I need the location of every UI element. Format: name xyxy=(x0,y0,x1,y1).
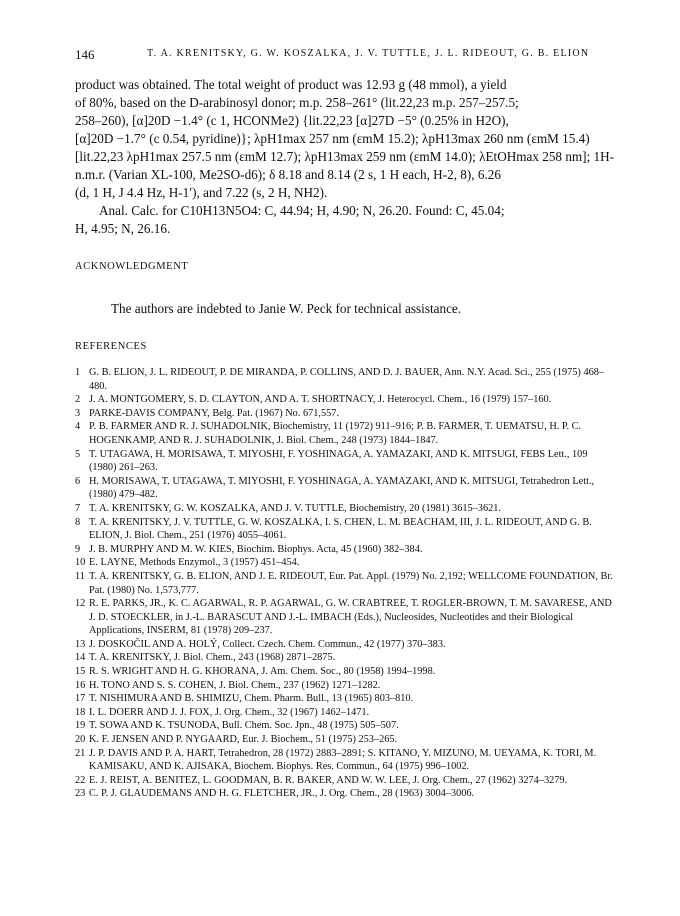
reference-number: 22 xyxy=(75,774,86,786)
reference-number: 9 xyxy=(75,543,81,555)
reference-item xyxy=(75,747,615,774)
reference-number: 20 xyxy=(75,734,86,746)
reference-number: 23 xyxy=(75,788,86,800)
reference-text: H. TONO AND S. S. COHEN, J. Biol. Chem., 237 (1962) 1271–1282. xyxy=(89,679,381,691)
reference-item xyxy=(75,570,615,597)
reference-text: T. A. KRENITSKY, J. Biol. Chem., 243 (1968) 2871–2875. xyxy=(89,652,336,664)
reference-number: 18 xyxy=(75,706,86,718)
reference-number: 21 xyxy=(75,747,86,759)
body-line: [lit.22,23 λpH1max 257.5 nm (εmM 12.7); λpH13max 259 nm (εmM 14.0); λEtOHmax 258 nm]; 1H- xyxy=(75,149,615,164)
reference-text: T. NISHIMURA AND B. SHIMIZU, Chem. Pharm. Bull., 13 (1965) 803–810. xyxy=(89,693,414,705)
reference-number: 7 xyxy=(75,502,81,514)
reference-item xyxy=(75,543,615,557)
reference-text: K. F. JENSEN AND P. NYGAARD, Eur. J. Biochem., 51 (1975) 253–265. xyxy=(89,734,398,746)
analysis-line: Anal. Calc. for C10H13N5O4: C, 44.94; H, 4.90; N, 26.20. Found: C, 45.04; xyxy=(99,203,505,218)
reference-item xyxy=(75,393,615,407)
reference-number: 4 xyxy=(75,421,81,433)
body-line: of 80%, based on the D-arabinosyl donor; m.p. 258–261° (lit.22,23 m.p. 257–257.5; xyxy=(75,95,519,110)
reference-text: R. E. PARKS, JR., K. C. AGARWAL, R. P. AGARWAL, G. W. CRABTREE, T. ROGLER-BROWN, T. M. SAVARESE, AND J. D. STOECKLER, in J.-L. BARASCUT AND J.-L. IMBACH (Eds.), Nucleosides, Nucleotides and their Biological Applications, INSERM, 81 (1978) 209–237. xyxy=(89,598,612,637)
reference-text: J. P. DAVIS AND P. A. HART, Tetrahedron, 28 (1972) 2883–2891; S. KITANO, Y. MIZUNO, M. UEYAMA, K. TORI, M. KAMISAKU, AND K. AJISAKA, Biochem. Biophys. Res. Commun., 64 (1975) 996–1002. xyxy=(89,747,597,773)
reference-text: P. B. FARMER AND R. J. SUHADOLNIK, Biochemistry, 11 (1972) 911–916; P. B. FARMER, T. UEMATSU, H. P. C. HOGENKAMP, AND R. J. SUHADOLNIK, J. Biol. Chem., 248 (1973) 1844–1847. xyxy=(89,421,582,446)
reference-number: 12 xyxy=(75,598,86,610)
reference-item xyxy=(75,665,615,679)
acknowledgment-text: The authors are indebted to Janie W. Peck for technical assistance. xyxy=(111,301,462,316)
reference-text: C. P. J. GLAUDEMANS AND H. G. FLETCHER, JR., J. Org. Chem., 28 (1963) 3004–3006. xyxy=(89,788,475,800)
reference-item xyxy=(75,692,615,706)
body-line: (d, 1 H, J 4.4 Hz, H-1′), and 7.22 (s, 2 H, NH2). xyxy=(75,185,328,200)
reference-text: T. A. KRENITSKY, G. W. KOSZALKA, AND J. V. TUTTLE, Biochemistry, 20 (1981) 3615–3621. xyxy=(89,502,501,514)
acknowledgment-heading: ACKNOWLEDGMENT xyxy=(75,261,189,272)
body-line: product was obtained. The total weight of product was 12.93 g (48 mmol), a yield xyxy=(75,77,507,92)
reference-text: E. J. REIST, A. BENITEZ, L. GOODMAN, B. R. BAKER, AND W. W. LEE, J. Org. Chem., 27 (1962) 3274–3279. xyxy=(89,774,568,786)
reference-item xyxy=(75,556,615,570)
reference-text: G. B. ELION, J. L. RIDEOUT, P. DE MIRANDA, P. COLLINS, AND D. J. BAUER, Ann. N.Y. Acad. Sci., 255 (1975) 468–480. xyxy=(89,367,605,392)
reference-text: T. UTAGAWA, H. MORISAWA, T. MIYOSHI, F. YOSHINAGA, A. YAMAZAKI, AND K. MITSUGI, FEBS Lett., 109 (1980) 261–263. xyxy=(89,448,588,474)
reference-item xyxy=(75,733,615,747)
reference-number: 8 xyxy=(75,516,81,528)
reference-text: PARKE-DAVIS COMPANY, Belg. Pat. (1967) No. 671,557. xyxy=(89,407,340,419)
reference-number: 6 xyxy=(75,475,81,487)
reference-text: E. LAYNE, Methods Enzymol., 3 (1957) 451–454. xyxy=(89,557,300,569)
reference-number: 17 xyxy=(75,693,86,705)
reference-item xyxy=(75,719,615,733)
reference-item xyxy=(75,407,615,421)
reference-text: J. B. MURPHY AND M. W. KIES, Biochim. Biophys. Acta, 45 (1960) 382–384. xyxy=(89,543,423,555)
reference-text: T. SOWA AND K. TSUNODA, Bull. Chem. Soc. Jpn., 48 (1975) 505–507. xyxy=(89,720,399,732)
reference-item xyxy=(75,651,615,665)
reference-number: 11 xyxy=(75,570,85,582)
body-line: n.m.r. (Varian XL-100, Me2SO-d6); δ 8.18 and 8.14 (2 s, 1 H each, H-2, 8), 6.26 xyxy=(75,167,501,182)
reference-item xyxy=(75,502,615,516)
reference-number: 1 xyxy=(75,367,81,378)
reference-number: 16 xyxy=(75,679,86,691)
article-body xyxy=(75,76,615,801)
reference-number: 2 xyxy=(75,394,81,406)
reference-text: R. S. WRIGHT AND H. G. KHORANA, J. Am. Chem. Soc., 80 (1958) 1994–1998. xyxy=(89,666,436,678)
reference-number: 3 xyxy=(75,407,81,419)
page-header xyxy=(75,47,615,63)
reference-item xyxy=(75,774,615,788)
reference-number: 19 xyxy=(75,720,86,732)
reference-text: J. DOSKOČIL AND A. HOLÝ, Collect. Czech. Chem. Commun., 42 (1977) 370–383. xyxy=(89,638,446,650)
reference-number: 5 xyxy=(75,448,81,460)
reference-item xyxy=(75,448,615,475)
experimental-paragraph xyxy=(75,76,615,238)
reference-item xyxy=(75,787,615,801)
reference-item xyxy=(75,706,615,720)
reference-item xyxy=(75,516,615,543)
reference-item xyxy=(75,638,615,652)
page-number: 146 xyxy=(75,47,95,62)
reference-text: J. A. MONTGOMERY, S. D. CLAYTON, AND A. T. SHORTNACY, J. Heterocycl. Chem., 16 (1979) 157–160. xyxy=(89,394,552,406)
reference-item xyxy=(75,475,615,502)
reference-list xyxy=(75,366,615,801)
running-head: T. A. KRENITSKY, G. W. KOSZALKA, J. V. TUTTLE, J. L. RIDEOUT, G. B. ELION xyxy=(147,48,590,59)
reference-text: T. A. KRENITSKY, G. B. ELION, AND J. E. RIDEOUT, Eur. Pat. Appl. (1979) No. 2,192; WELLCOME FOUNDATION, Br. Pat. (1980) No. 1,573,777. xyxy=(89,570,613,596)
body-line: [α]20D −1.7° (c 0.54, pyridine)}; λpH1max 257 nm (εmM 15.2); λpH13max 260 nm (εmM 15.4) xyxy=(75,131,590,146)
reference-number: 15 xyxy=(75,666,86,678)
analysis-line: H, 4.95; N, 26.16. xyxy=(75,221,171,236)
reference-text: H. MORISAWA, T. UTAGAWA, T. MIYOSHI, F. YOSHINAGA, A. YAMAZAKI, AND K. MITSUGI, Tetrahedron Lett., (1980) 479–482. xyxy=(89,475,595,501)
reference-text: T. A. KRENITSKY, J. V. TUTTLE, G. W. KOSZALKA, I. S. CHEN, L. M. BEACHAM, III, J. L. RIDEOUT, AND G. B. ELION, J. Biol. Chem., 251 (1976) 4055–4061. xyxy=(89,516,592,542)
reference-item xyxy=(75,597,615,638)
reference-number: 10 xyxy=(75,557,86,569)
references-heading: REFERENCES xyxy=(75,341,147,352)
reference-number: 14 xyxy=(75,652,86,664)
reference-item xyxy=(75,366,615,393)
body-line: 258–260), [α]20D −1.4° (c 1, HCONMe2) {lit.22,23 [α]27D −5° (0.25% in H2O), xyxy=(75,113,509,128)
reference-item xyxy=(75,679,615,693)
reference-number: 13 xyxy=(75,638,86,650)
reference-item xyxy=(75,420,615,447)
reference-text: I. L. DOERR AND J. J. FOX, J. Org. Chem., 32 (1967) 1462–1471. xyxy=(89,706,370,718)
